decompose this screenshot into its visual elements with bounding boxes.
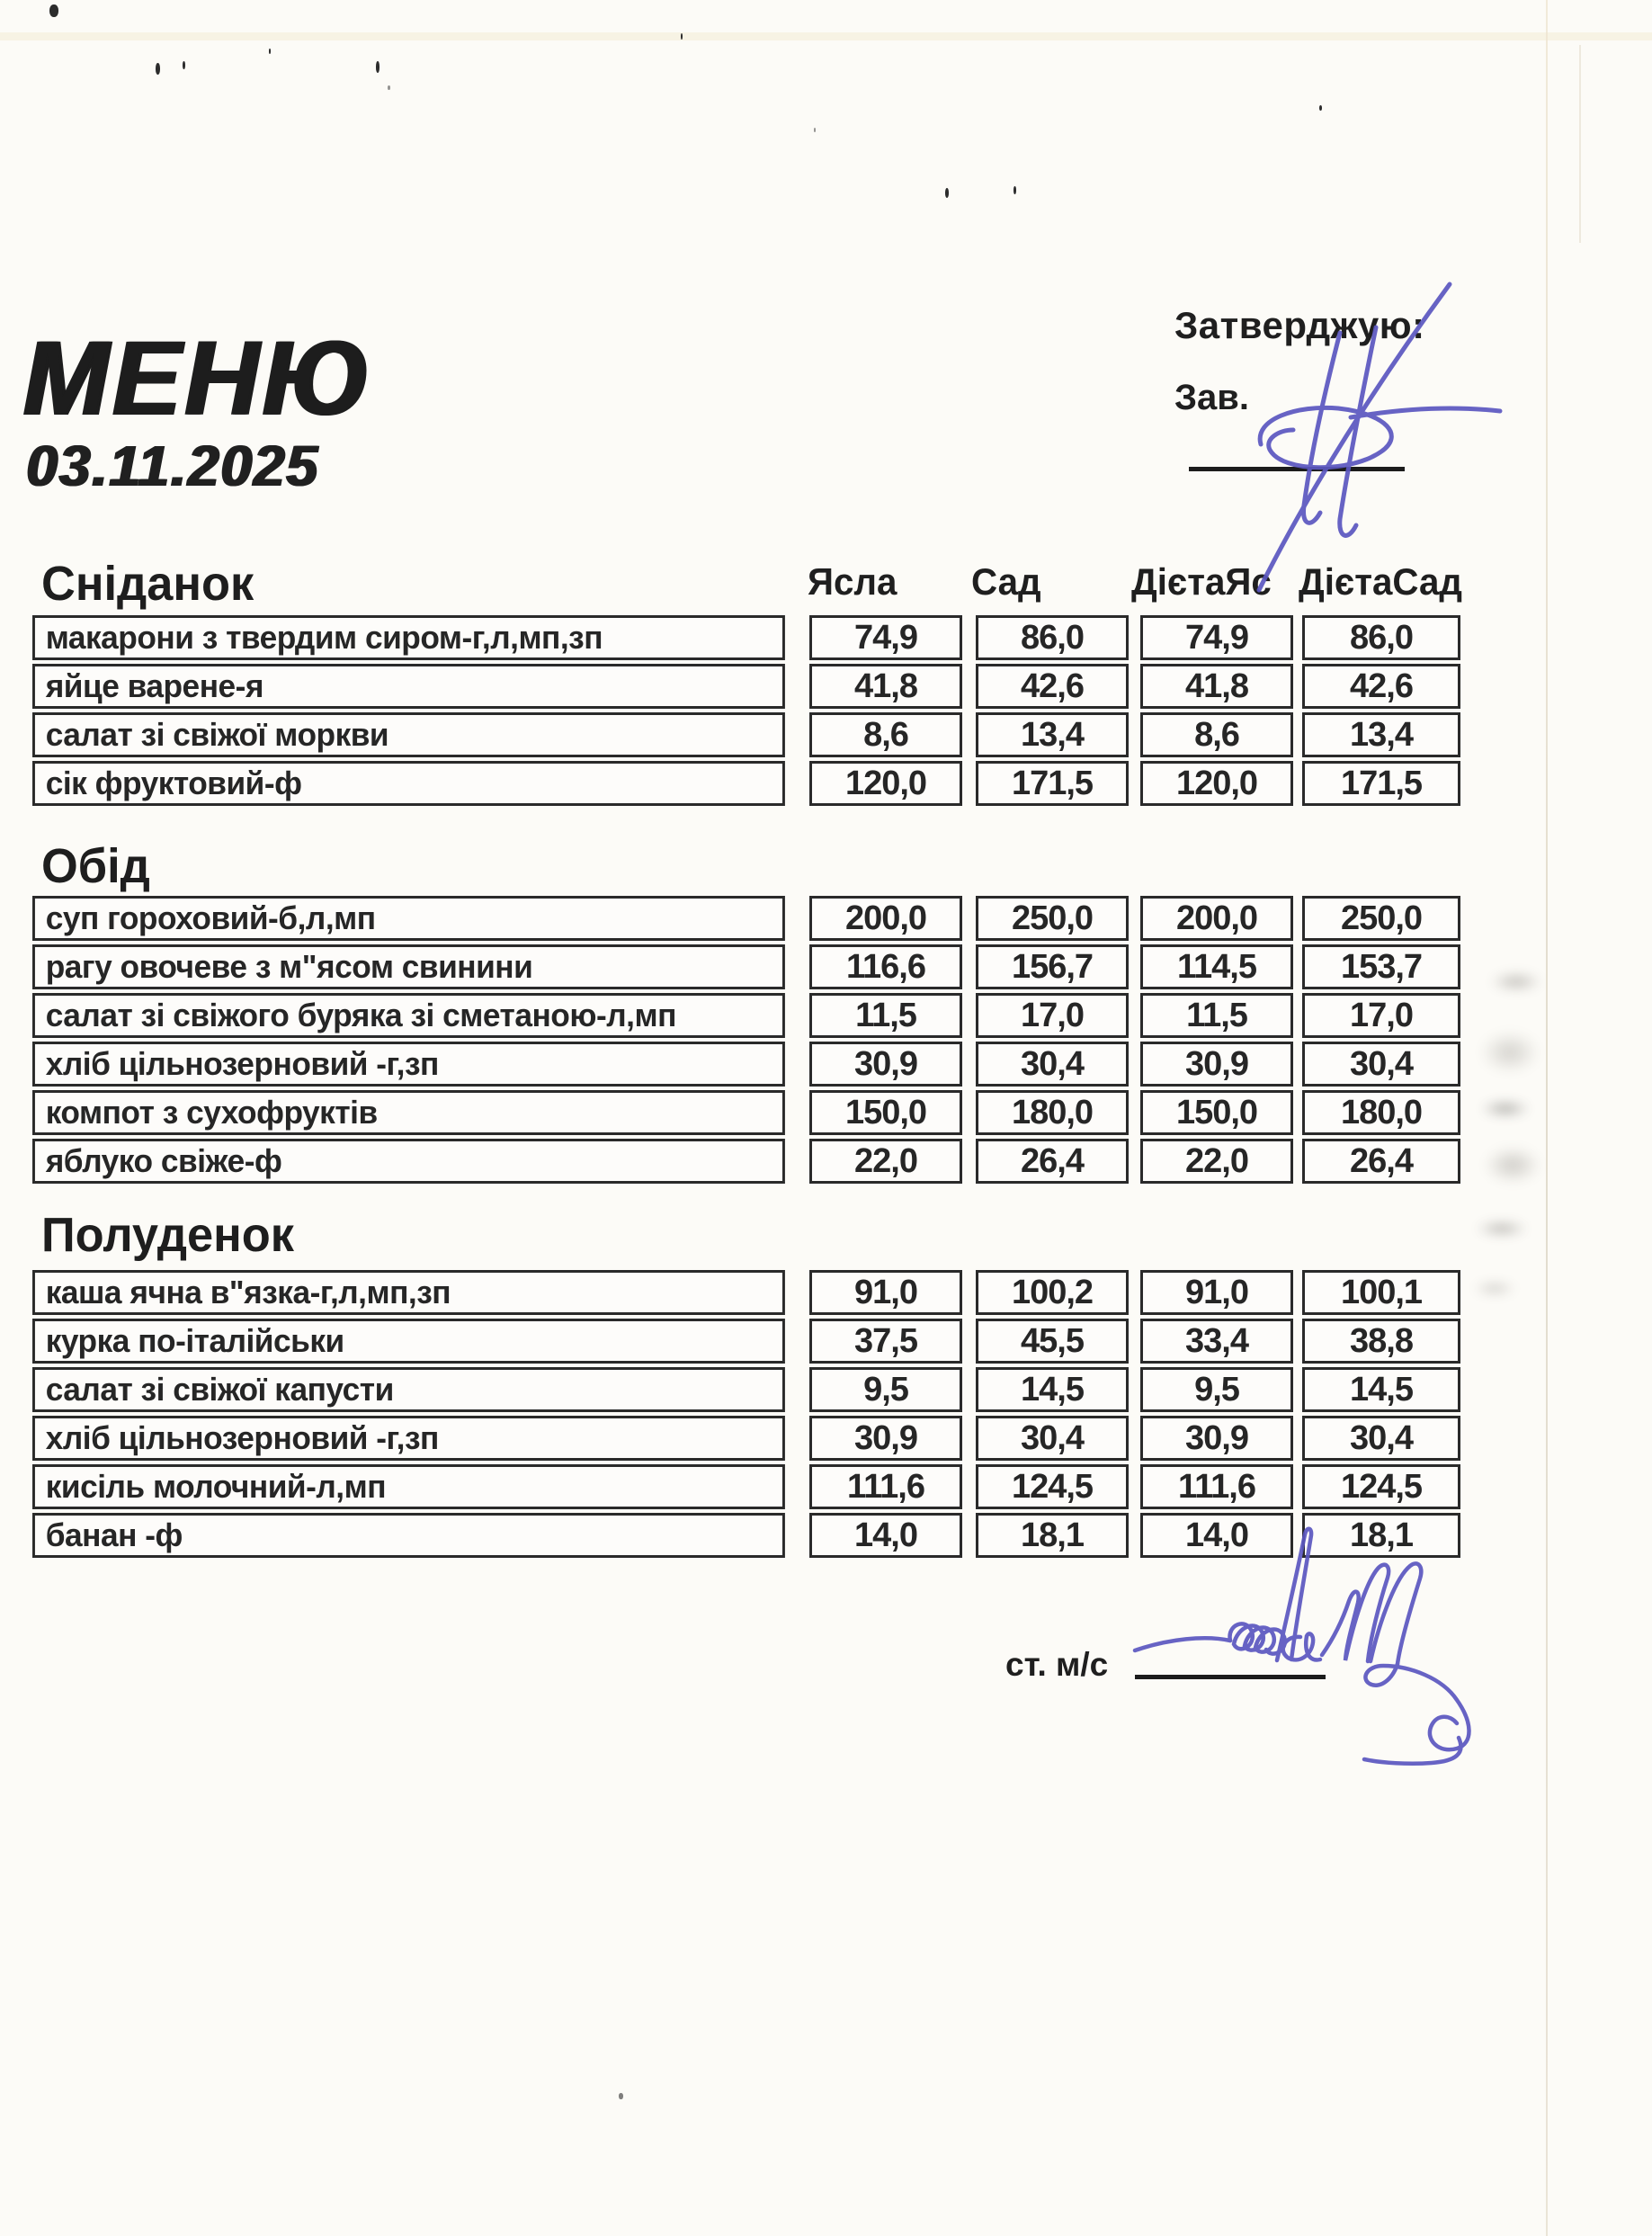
dish-value: 30,9 — [809, 1416, 962, 1461]
column-header-dietayas: ДієтаЯс — [1131, 560, 1272, 603]
table-row — [32, 944, 1471, 989]
scan-speck — [681, 33, 683, 40]
dish-value: 22,0 — [809, 1139, 962, 1184]
dish-value: 45,5 — [976, 1319, 1129, 1364]
dish-value: 124,5 — [1302, 1464, 1460, 1509]
table-row — [32, 993, 1471, 1038]
dish-value: 9,5 — [809, 1367, 962, 1412]
dish-name: салат зі свіжої моркви — [32, 712, 785, 757]
table-row — [32, 1513, 1471, 1558]
dish-value: 150,0 — [809, 1090, 962, 1135]
scan-speck — [945, 188, 949, 198]
column-header-dietasad: ДієтаСад — [1299, 560, 1462, 603]
table-row — [32, 1139, 1471, 1184]
table-row — [32, 1464, 1471, 1509]
dish-value: 91,0 — [809, 1270, 962, 1315]
snack-table — [32, 1270, 1471, 1561]
footer-role-label: ст. м/с — [1005, 1646, 1109, 1683]
dish-name: каша ячна в"язка-г,л,мп,зп — [32, 1270, 785, 1315]
dish-value: 11,5 — [1140, 993, 1293, 1038]
dish-name: компот з сухофруктів — [32, 1090, 785, 1135]
dish-value: 14,0 — [1140, 1513, 1293, 1558]
table-row — [32, 896, 1471, 941]
dish-value: 18,1 — [976, 1513, 1129, 1558]
dish-value: 30,4 — [976, 1042, 1129, 1087]
scan-speck — [619, 2093, 623, 2099]
dish-value: 8,6 — [1140, 712, 1293, 757]
dish-name: салат зі свіжої капусти — [32, 1367, 785, 1412]
dish-value: 180,0 — [1302, 1090, 1460, 1135]
dish-value: 91,0 — [1140, 1270, 1293, 1315]
table-row — [32, 1416, 1471, 1461]
dish-value: 14,0 — [809, 1513, 962, 1558]
paper-edge-mark — [1579, 45, 1581, 243]
section-title-lunch: Обід — [41, 839, 150, 893]
scan-speck — [269, 49, 271, 54]
section-title-breakfast: Сніданок — [41, 557, 254, 611]
dish-value: 150,0 — [1140, 1090, 1293, 1135]
paper-fold-line — [1546, 0, 1548, 2236]
dish-value: 33,4 — [1140, 1319, 1293, 1364]
dish-value: 86,0 — [976, 615, 1129, 660]
dish-value: 14,5 — [1302, 1367, 1460, 1412]
scan-speck — [49, 4, 58, 17]
dish-value: 22,0 — [1140, 1139, 1293, 1184]
table-row — [32, 1367, 1471, 1412]
dish-value: 86,0 — [1302, 615, 1460, 660]
page-title: МЕНЮ — [22, 319, 372, 438]
dish-value: 111,6 — [1140, 1464, 1293, 1509]
dish-value: 30,4 — [976, 1416, 1129, 1461]
dish-value: 30,9 — [1140, 1416, 1293, 1461]
dish-value: 180,0 — [976, 1090, 1129, 1135]
dish-value: 100,1 — [1302, 1270, 1460, 1315]
scan-speck — [814, 128, 816, 132]
dish-value: 13,4 — [1302, 712, 1460, 757]
dish-value: 153,7 — [1302, 944, 1460, 989]
dish-name: рагу овочеве з м"ясом свинини — [32, 944, 785, 989]
column-header-sad: Сад — [971, 560, 1041, 603]
dish-value: 156,7 — [976, 944, 1129, 989]
dish-name: курка по-італійськи — [32, 1319, 785, 1364]
dish-value: 111,6 — [809, 1464, 962, 1509]
scan-speck — [156, 63, 160, 75]
dish-value: 13,4 — [976, 712, 1129, 757]
table-row — [32, 664, 1471, 709]
dish-value: 11,5 — [809, 993, 962, 1038]
scan-speck — [1014, 186, 1016, 194]
dish-value: 30,4 — [1302, 1042, 1460, 1087]
dish-value: 250,0 — [1302, 896, 1460, 941]
dish-value: 30,9 — [809, 1042, 962, 1087]
table-row — [32, 615, 1471, 660]
dish-value: 17,0 — [1302, 993, 1460, 1038]
scan-speck — [376, 61, 380, 73]
dish-value: 30,4 — [1302, 1416, 1460, 1461]
dish-value: 26,4 — [1302, 1139, 1460, 1184]
nurse-signature — [1135, 1529, 1469, 1764]
dish-name: хліб цільнозерновий -г,зп — [32, 1042, 785, 1087]
dish-value: 14,5 — [976, 1367, 1129, 1412]
column-header-yasla: Ясла — [808, 560, 897, 603]
dish-value: 74,9 — [809, 615, 962, 660]
approve-role-label: Зав. — [1174, 378, 1250, 417]
dish-name: суп гороховий-б,л,мп — [32, 896, 785, 941]
dish-value: 37,5 — [809, 1319, 962, 1364]
dish-name: хліб цільнозерновий -г,зп — [32, 1416, 785, 1461]
dish-value: 100,2 — [976, 1270, 1129, 1315]
dish-value: 8,6 — [809, 712, 962, 757]
footer-signature-line — [1135, 1675, 1326, 1679]
lunch-table — [32, 896, 1471, 1187]
dish-value: 30,9 — [1140, 1042, 1293, 1087]
breakfast-table — [32, 615, 1471, 809]
dish-name: яйце варене-я — [32, 664, 785, 709]
dish-value: 26,4 — [976, 1139, 1129, 1184]
dish-name: макарони з твердим сиром-г,л,мп,зп — [32, 615, 785, 660]
dish-value: 38,8 — [1302, 1319, 1460, 1364]
dish-value: 120,0 — [1140, 761, 1293, 806]
approve-signature-line — [1189, 467, 1405, 471]
scan-speck — [1319, 105, 1322, 111]
dish-value: 250,0 — [976, 896, 1129, 941]
dish-name: салат зі свіжого буряка зі сметаною-л,мп — [32, 993, 785, 1038]
dish-value: 200,0 — [809, 896, 962, 941]
dish-value: 41,8 — [809, 664, 962, 709]
dish-value: 171,5 — [976, 761, 1129, 806]
dish-value: 120,0 — [809, 761, 962, 806]
table-row — [32, 712, 1471, 757]
dish-value: 17,0 — [976, 993, 1129, 1038]
dish-value: 116,6 — [809, 944, 962, 989]
dish-value: 114,5 — [1140, 944, 1293, 989]
dish-value: 74,9 — [1140, 615, 1293, 660]
dish-value: 124,5 — [976, 1464, 1129, 1509]
dish-value: 41,8 — [1140, 664, 1293, 709]
dish-value: 18,1 — [1302, 1513, 1460, 1558]
dish-name: яблуко свіже-ф — [32, 1139, 785, 1184]
table-row — [32, 1270, 1471, 1315]
approve-label: Затверджую: — [1174, 304, 1425, 346]
dish-value: 42,6 — [976, 664, 1129, 709]
dish-value: 200,0 — [1140, 896, 1293, 941]
scan-speck — [183, 61, 185, 69]
section-title-snack: Полуденок — [41, 1208, 294, 1262]
dish-value: 171,5 — [1302, 761, 1460, 806]
dish-name: сік фруктовий-ф — [32, 761, 785, 806]
dish-name: кисіль молочний-л,мп — [32, 1464, 785, 1509]
dish-value: 42,6 — [1302, 664, 1460, 709]
scan-speck — [388, 85, 390, 90]
scan-smudge — [1460, 961, 1550, 1313]
dish-value: 9,5 — [1140, 1367, 1293, 1412]
table-row — [32, 1319, 1471, 1364]
table-row — [32, 761, 1471, 806]
table-row — [32, 1042, 1471, 1087]
scan-tint-band — [0, 32, 1652, 40]
menu-date: 03.11.2025 — [25, 434, 318, 498]
table-row — [32, 1090, 1471, 1135]
dish-name: банан -ф — [32, 1513, 785, 1558]
